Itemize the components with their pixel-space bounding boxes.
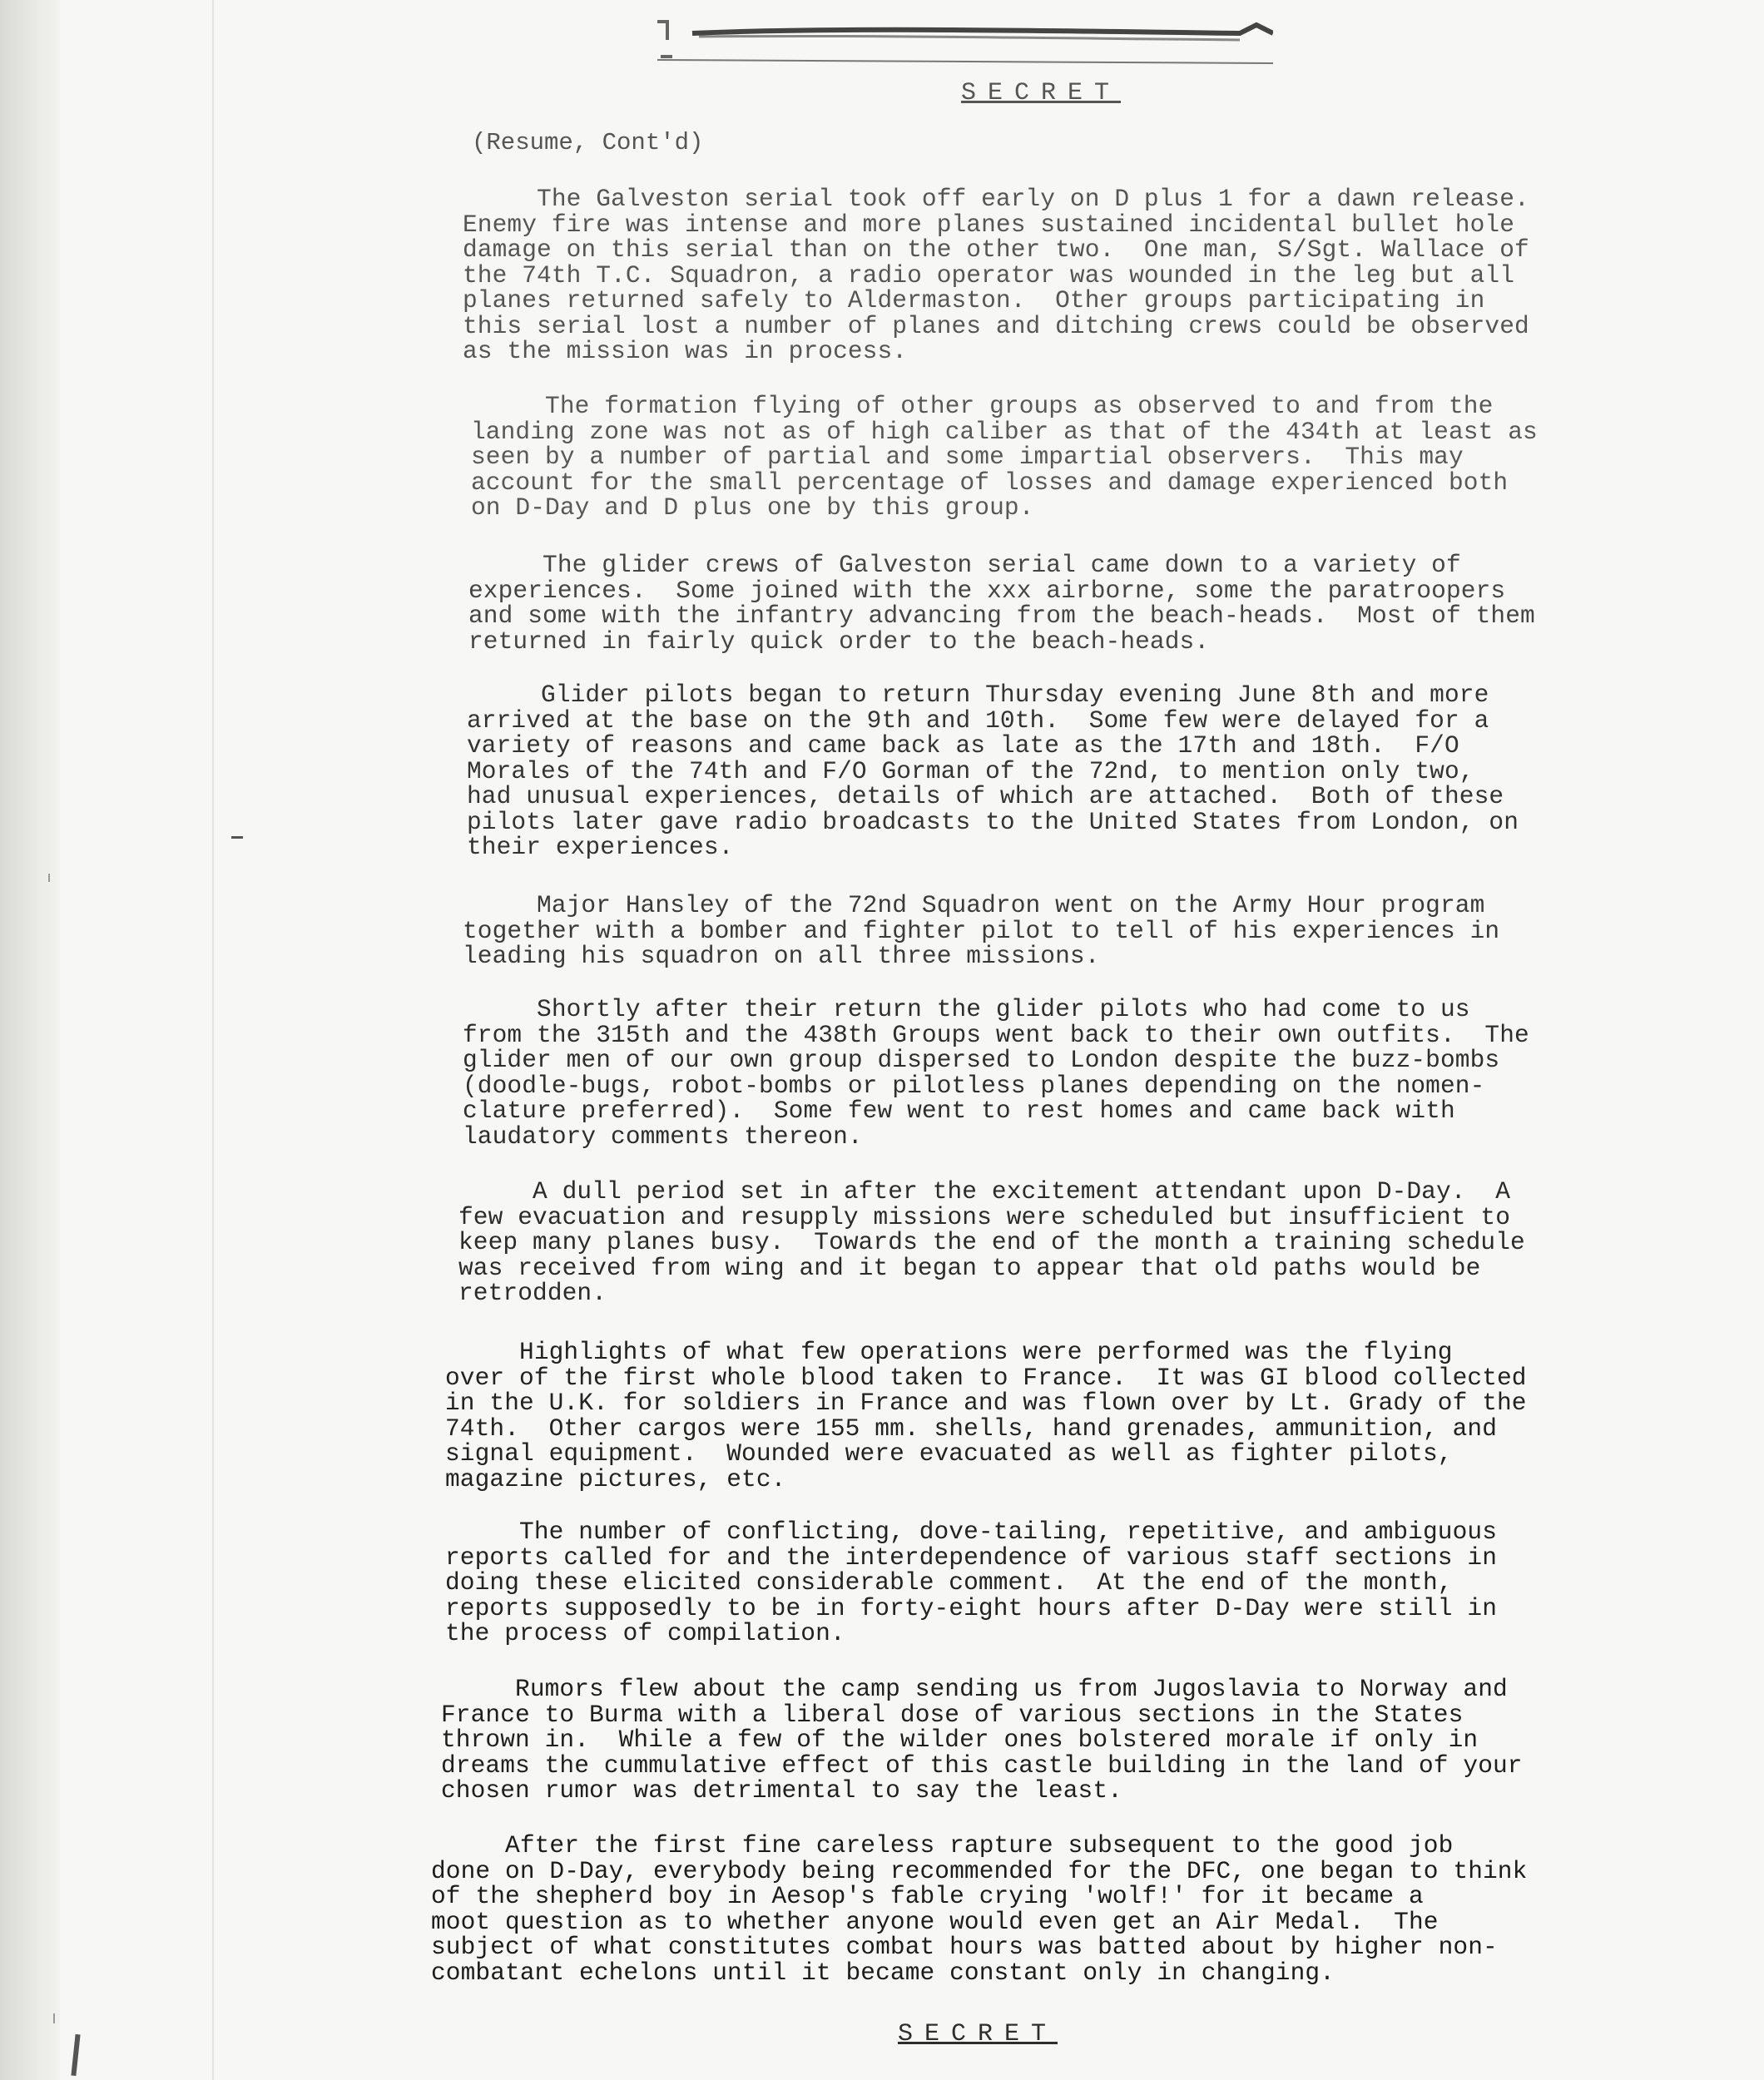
paragraph-major-hansley: Major Hansley of the 72nd Squadron went on the Army Hour program together with a bomber and fighter pilot to tell of his experiences in leading his squadron on all three missions. bbox=[463, 891, 1500, 970]
margin-dash-mark bbox=[231, 836, 243, 839]
scan-left-border bbox=[0, 0, 60, 2080]
paragraph-glider-crews: The glider crews of Galveston serial came down to a variety of experiences. Some joined with the xxx airborne, some the paratroopers and some with the infantry advancing from the beach-heads. Most of them returned in fairly quick order to the beach-heads. bbox=[468, 551, 1535, 656]
paragraph-galveston-serial: The Galveston serial took off early on D plus 1 for a dawn release. Enemy fire was intense and more planes sustained incidental bullet hole damage on this serial than on the other two. One man, S/Sgt. Wallace of the 74th T.C. Squadron, a radio operator was wounded in the leg but all planes returned safely to Aldermaston. Other groups participating in this serial lost a number of planes and ditching crews could be observed as the mission was in process. bbox=[463, 185, 1529, 365]
classification-header: SECRET bbox=[960, 79, 1122, 107]
paper-clip-mark bbox=[657, 15, 1273, 67]
paragraph-reports: The number of conflicting, dove-tailing, repetitive, and ambiguous reports called for and the interdependence of various staff sections in doing these elicited considerable comment. At the end of the month, reports supposedly to be in forty-eight hours after D-Day were still in the process of compilation. bbox=[445, 1518, 1498, 1647]
paragraph-formation-flying: The formation flying of other groups as observed to and from the landing zone was not as of high caliber as that of the 434th at least as seen by a number of partial and some impartial observers. This may account for the small percentage of losses and damage experienced both on D-Day and D plus one by this group. bbox=[471, 392, 1538, 522]
scan-margin-line bbox=[212, 0, 214, 2080]
margin-pen-mark bbox=[71, 2034, 80, 2076]
paragraph-dfc: After the first fine careless rapture subsequent to the good job done on D-Day, everybody being recommended for the DFC, one began to think of the shepherd boy in Aesop's fable crying 'wolf!' for it became a moot question as to whether anyone would even get an Air Medal. The subject of what constitutes combat hours was batted about by higher non- combatant echelons until it became constant only in changing. bbox=[431, 1831, 1528, 1987]
margin-speck bbox=[53, 2013, 55, 2023]
margin-speck bbox=[48, 874, 50, 882]
paragraph-glider-pilots-outfits: Shortly after their return the glider pilots who had come to us from the 315th and the 438th Groups went back to their own outfits. The glider men of our own group dispersed to London despite the buzz-bombs (doodle-bugs, robot-bombs or pilotless planes depending on the nomen- clature preferred). Some few went to rest homes and came back with laudatory comments thereon. bbox=[463, 995, 1529, 1151]
paragraph-dull-period: A dull period set in after the excitement attendant upon D-Day. A few evacuation and resupply missions were scheduled but insufficient to keep many planes busy. Towards the end of the month a training schedule was received from wing and it began to appear that old paths would be retrodden. bbox=[458, 1177, 1525, 1307]
paragraph-rumors: Rumors flew about the camp sending us from Jugoslavia to Norway and France to Burma with a liberal dose of various sections in the States thrown in. While a few of the wilder ones bolstered morale if only in dreams the cummulative effect of this castle building in the land of your chosen rumor was detrimental to say the least. bbox=[441, 1675, 1523, 1805]
paragraph-glider-pilots-return: Glider pilots began to return Thursday evening June 8th and more arrived at the base on the 9th and 10th. Some few were delayed for a variety of reasons and came back as late as the 17th and 18th. F/O Morales of the 74th and F/O Gorman of the 72nd, to mention only two, had unusual experiences, details of which are attached. Both of these pilots later gave radio broadcasts to the United States from London, on their experiences. bbox=[467, 681, 1519, 861]
continuation-heading: (Resume, Cont'd) bbox=[472, 129, 704, 156]
paragraph-highlights: Highlights of what few operations were performed was the flying over of the first whole blood taken to France. It was GI blood collected in the U.K. for soldiers in France and was flown over by Lt. Grady of the 74th. Other cargos were 155 mm. shells, hand grenades, ammunition, and signal equipment. Wounded were evacuated as well as fighter pilots, magazine pictures, etc. bbox=[445, 1338, 1527, 1493]
classification-footer: SECRET bbox=[897, 2020, 1058, 2048]
